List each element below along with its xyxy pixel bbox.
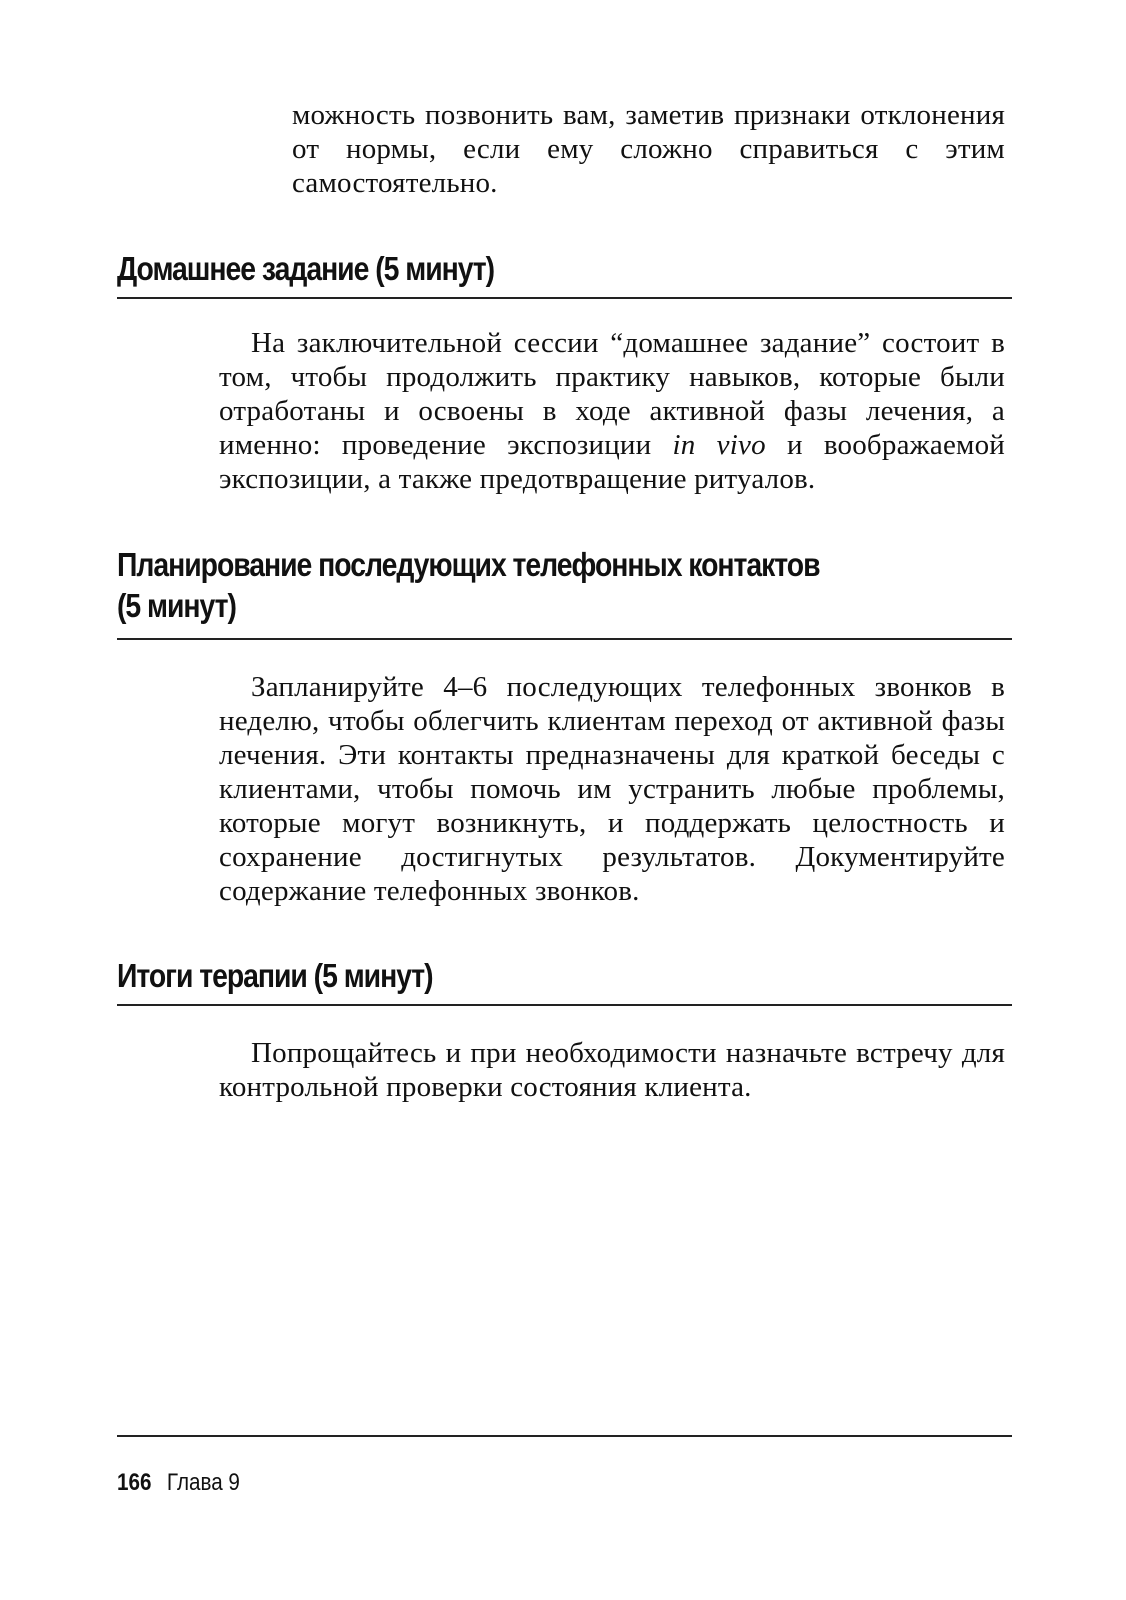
section-divider	[117, 638, 1012, 640]
continued-paragraph-text: можность позвонить вам, заметив признаки отклонения от нормы, если ему сложно справиться с этим самостоятельно.	[292, 99, 1005, 199]
section-heading-therapy-summary: Итоги терапии (5 минут)	[117, 957, 433, 994]
section-body-phone-contacts	[219, 670, 1005, 908]
homework-text-start: На заключительной сессии “домашнее задание” состоит в том, чтобы продолжить практику навыков, которые были отработаны и освоены в ходе активной фазы лечения, а именно: проведение экспозиции	[219, 327, 1005, 461]
homework-text-end: и воображаемой экспозиции, а также предотвращение ритуалов.	[219, 429, 1005, 495]
homework-text-italic: in vivo	[672, 429, 766, 461]
phone-contacts-paragraph: Запланируйте 4–6 последующих телефонных звонков в неделю, чтобы облегчить клиентам переход от активной фазы лечения. Эти контакты предназначены для краткой беседы с клиентами, чтобы помочь им устранить любые проблемы, которые могут возникнуть, и поддержать целостность и сохранение достигнутых результатов. Документируйте содержание телефонных звонков.	[219, 671, 1005, 907]
page-footer	[117, 1468, 240, 1498]
section-body-therapy-summary	[219, 1036, 1005, 1104]
section-divider	[117, 297, 1012, 299]
continued-paragraph	[292, 98, 1005, 200]
chapter-label: Глава 9	[166, 1469, 240, 1496]
section-divider	[117, 1004, 1012, 1006]
section-heading-homework: Домашнее задание (5 минут)	[117, 250, 495, 287]
homework-paragraph	[219, 326, 1005, 496]
footer-divider	[117, 1435, 1012, 1437]
phone-heading-line2: (5 минут)	[117, 587, 236, 624]
therapy-summary-paragraph: Попрощайтесь и при необходимости назначьте встречу для контрольной проверки состояния клиента.	[219, 1037, 1005, 1103]
section-heading-phone-contacts	[117, 544, 887, 626]
section-body-homework	[219, 326, 1005, 496]
page-number: 166	[117, 1469, 152, 1496]
phone-heading-line1: Планирование последующих телефонных контактов	[117, 546, 820, 583]
